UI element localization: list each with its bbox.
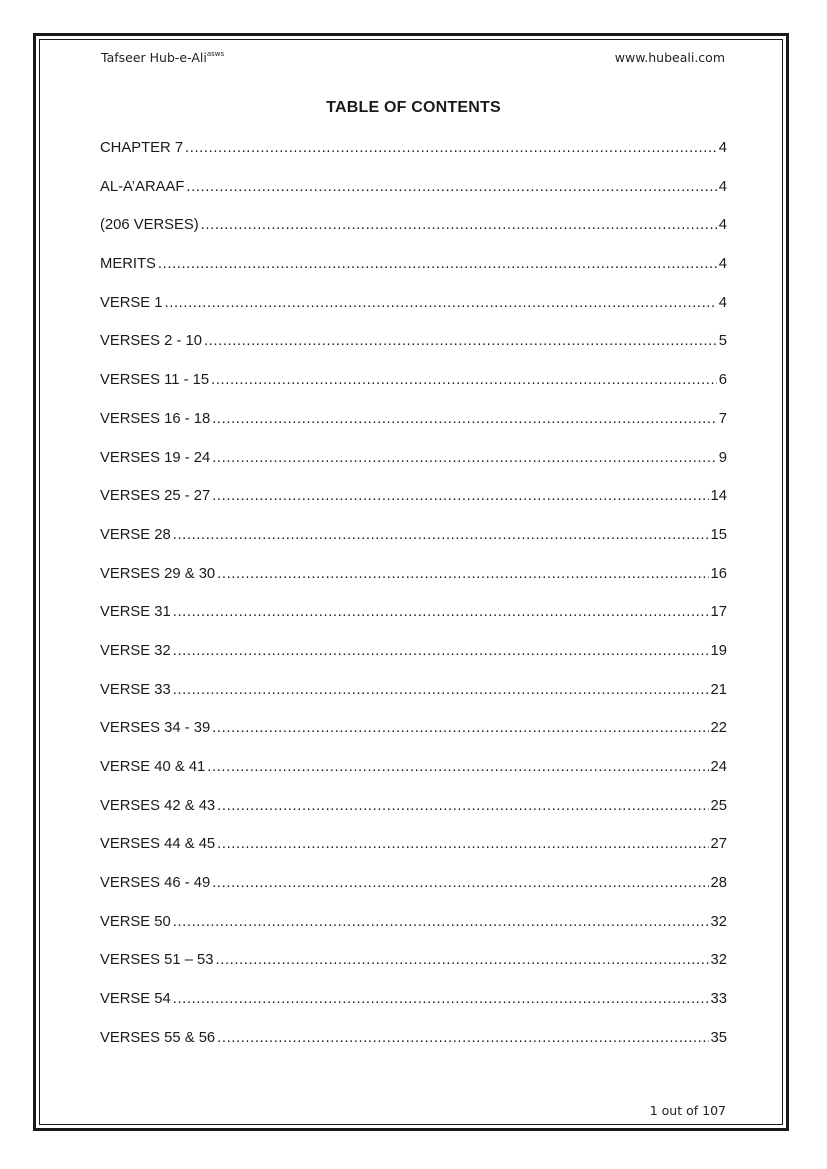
toc-entry-page: 14 bbox=[710, 488, 727, 505]
toc-entry[interactable] bbox=[100, 682, 727, 721]
toc-dot-leader bbox=[173, 643, 709, 659]
toc-entry-page: 21 bbox=[710, 681, 727, 698]
toc-entry-label: VERSE 32 bbox=[100, 642, 171, 659]
toc-dot-leader bbox=[173, 682, 709, 698]
toc-entry-page: 22 bbox=[710, 720, 727, 737]
toc-entry-page: 15 bbox=[710, 526, 727, 543]
toc-dot-leader bbox=[201, 217, 717, 233]
toc-dot-leader bbox=[212, 720, 708, 736]
toc-entry[interactable] bbox=[100, 488, 727, 527]
toc-dot-leader bbox=[173, 527, 709, 543]
toc-dot-leader bbox=[185, 140, 717, 156]
toc-entry[interactable] bbox=[100, 179, 727, 218]
toc-entry-page: 24 bbox=[710, 759, 727, 775]
toc-dot-leader bbox=[158, 256, 717, 272]
toc-entry-label: AL-A’ARAAF bbox=[100, 178, 185, 195]
toc-dot-leader bbox=[165, 295, 717, 311]
toc-entry-label: VERSES 2 - 10 bbox=[100, 333, 202, 350]
toc-dot-leader bbox=[216, 952, 709, 968]
toc-entry-page: 5 bbox=[718, 333, 727, 350]
toc-entry-label: VERSE 28 bbox=[100, 526, 171, 543]
toc-entry-page: 33 bbox=[710, 991, 727, 1008]
toc-dot-leader bbox=[212, 875, 708, 891]
toc-entry-page: 25 bbox=[710, 797, 727, 814]
toc-entry-label: VERSES 16 - 18 bbox=[100, 410, 211, 427]
toc-entry-page: 4 bbox=[718, 294, 727, 311]
toc-dot-leader bbox=[186, 179, 716, 195]
toc-entry-label: MERITS bbox=[100, 256, 156, 273]
toc-entry[interactable] bbox=[100, 333, 727, 372]
toc-entry-label: VERSE 1 bbox=[100, 294, 163, 311]
toc-entry[interactable] bbox=[100, 256, 727, 295]
toc-entry-label: VERSES 29 & 30 bbox=[100, 565, 216, 582]
toc-entry-label: VERSE 40 & 41 bbox=[100, 759, 206, 775]
header-title bbox=[101, 50, 224, 65]
toc-entry-label: VERSES 42 & 43 bbox=[100, 797, 216, 814]
header-title-superscript: asws bbox=[206, 50, 225, 58]
toc-entry-page: 17 bbox=[710, 604, 727, 621]
toc-dot-leader bbox=[212, 488, 708, 504]
toc-entry-label: (206 VERSES) bbox=[100, 217, 199, 234]
toc-entry-page: 16 bbox=[710, 565, 727, 582]
toc-entry[interactable] bbox=[100, 450, 727, 489]
toc-dot-leader bbox=[173, 991, 709, 1007]
toc-entry[interactable] bbox=[100, 217, 727, 256]
toc-dot-leader bbox=[212, 450, 717, 466]
toc-entry[interactable] bbox=[100, 140, 727, 179]
toc-entry[interactable] bbox=[100, 643, 727, 682]
toc-entry-page: 19 bbox=[710, 642, 727, 659]
toc-dot-leader bbox=[212, 411, 717, 427]
toc-entry-label: VERSE 33 bbox=[100, 681, 171, 698]
toc-entry-label: VERSES 55 & 56 bbox=[100, 1029, 216, 1046]
toc-entry[interactable] bbox=[100, 991, 727, 1030]
toc-entry-page: 32 bbox=[710, 952, 727, 969]
toc-entry-page: 4 bbox=[718, 256, 727, 273]
toc-entry-page: 4 bbox=[718, 217, 727, 234]
toc-title: TABLE OF CONTENTS bbox=[326, 99, 501, 116]
toc-entry-page: 35 bbox=[710, 1029, 727, 1046]
toc-dot-leader bbox=[217, 836, 708, 852]
toc-entry-label: VERSE 31 bbox=[100, 604, 171, 621]
toc-entry-page: 32 bbox=[710, 913, 727, 930]
toc-entry-page: 4 bbox=[718, 178, 727, 195]
toc-entry[interactable] bbox=[100, 798, 727, 837]
toc-entry-page: 28 bbox=[710, 875, 727, 892]
toc-dot-leader bbox=[211, 372, 717, 388]
toc-dot-leader bbox=[217, 798, 708, 814]
toc-dot-leader bbox=[217, 1030, 708, 1046]
toc-dot-leader bbox=[207, 759, 708, 775]
toc-entry[interactable] bbox=[100, 914, 727, 953]
toc-entry[interactable] bbox=[100, 836, 727, 875]
toc-list bbox=[100, 140, 727, 1069]
toc-entry[interactable] bbox=[100, 604, 727, 643]
toc-entry[interactable] bbox=[100, 720, 727, 759]
toc-entry-label: VERSE 54 bbox=[100, 991, 171, 1008]
toc-entry-page: 6 bbox=[718, 372, 727, 389]
toc-entry[interactable] bbox=[100, 1030, 727, 1069]
toc-entry-page: 7 bbox=[718, 410, 727, 427]
toc-entry-label: VERSES 25 - 27 bbox=[100, 488, 211, 505]
toc-entry[interactable] bbox=[100, 411, 727, 450]
toc-entry-label: VERSE 50 bbox=[100, 913, 171, 930]
toc-entry[interactable] bbox=[100, 372, 727, 411]
toc-entry-label: VERSES 19 - 24 bbox=[100, 449, 211, 466]
toc-entry[interactable] bbox=[100, 952, 727, 991]
toc-dot-leader bbox=[204, 333, 717, 349]
page-indicator: 1 out of 107 bbox=[649, 1103, 726, 1118]
toc-entry[interactable] bbox=[100, 566, 727, 605]
toc-dot-leader bbox=[173, 604, 709, 620]
header-title-text: Tafseer Hub-e-Ali bbox=[101, 50, 207, 65]
toc-entry[interactable] bbox=[100, 527, 727, 566]
toc-entry[interactable] bbox=[100, 875, 727, 914]
toc-entry-label: VERSES 51 – 53 bbox=[100, 952, 214, 969]
toc-entry-page: 27 bbox=[710, 836, 727, 853]
toc-dot-leader bbox=[173, 914, 709, 930]
toc-entry[interactable] bbox=[100, 295, 727, 334]
toc-entry-label: VERSES 11 - 15 bbox=[100, 372, 210, 389]
toc-entry-page: 9 bbox=[718, 449, 727, 466]
toc-entry-page: 4 bbox=[718, 140, 727, 156]
toc-dot-leader bbox=[217, 566, 708, 582]
toc-entry-label: VERSES 46 - 49 bbox=[100, 875, 211, 892]
toc-entry[interactable] bbox=[100, 759, 727, 798]
toc-entry-label: VERSES 34 - 39 bbox=[100, 720, 211, 737]
toc-entry-label: CHAPTER 7 bbox=[100, 140, 184, 156]
header-url: www.hubeali.com bbox=[614, 50, 725, 65]
toc-entry-label: VERSES 44 & 45 bbox=[100, 836, 216, 853]
